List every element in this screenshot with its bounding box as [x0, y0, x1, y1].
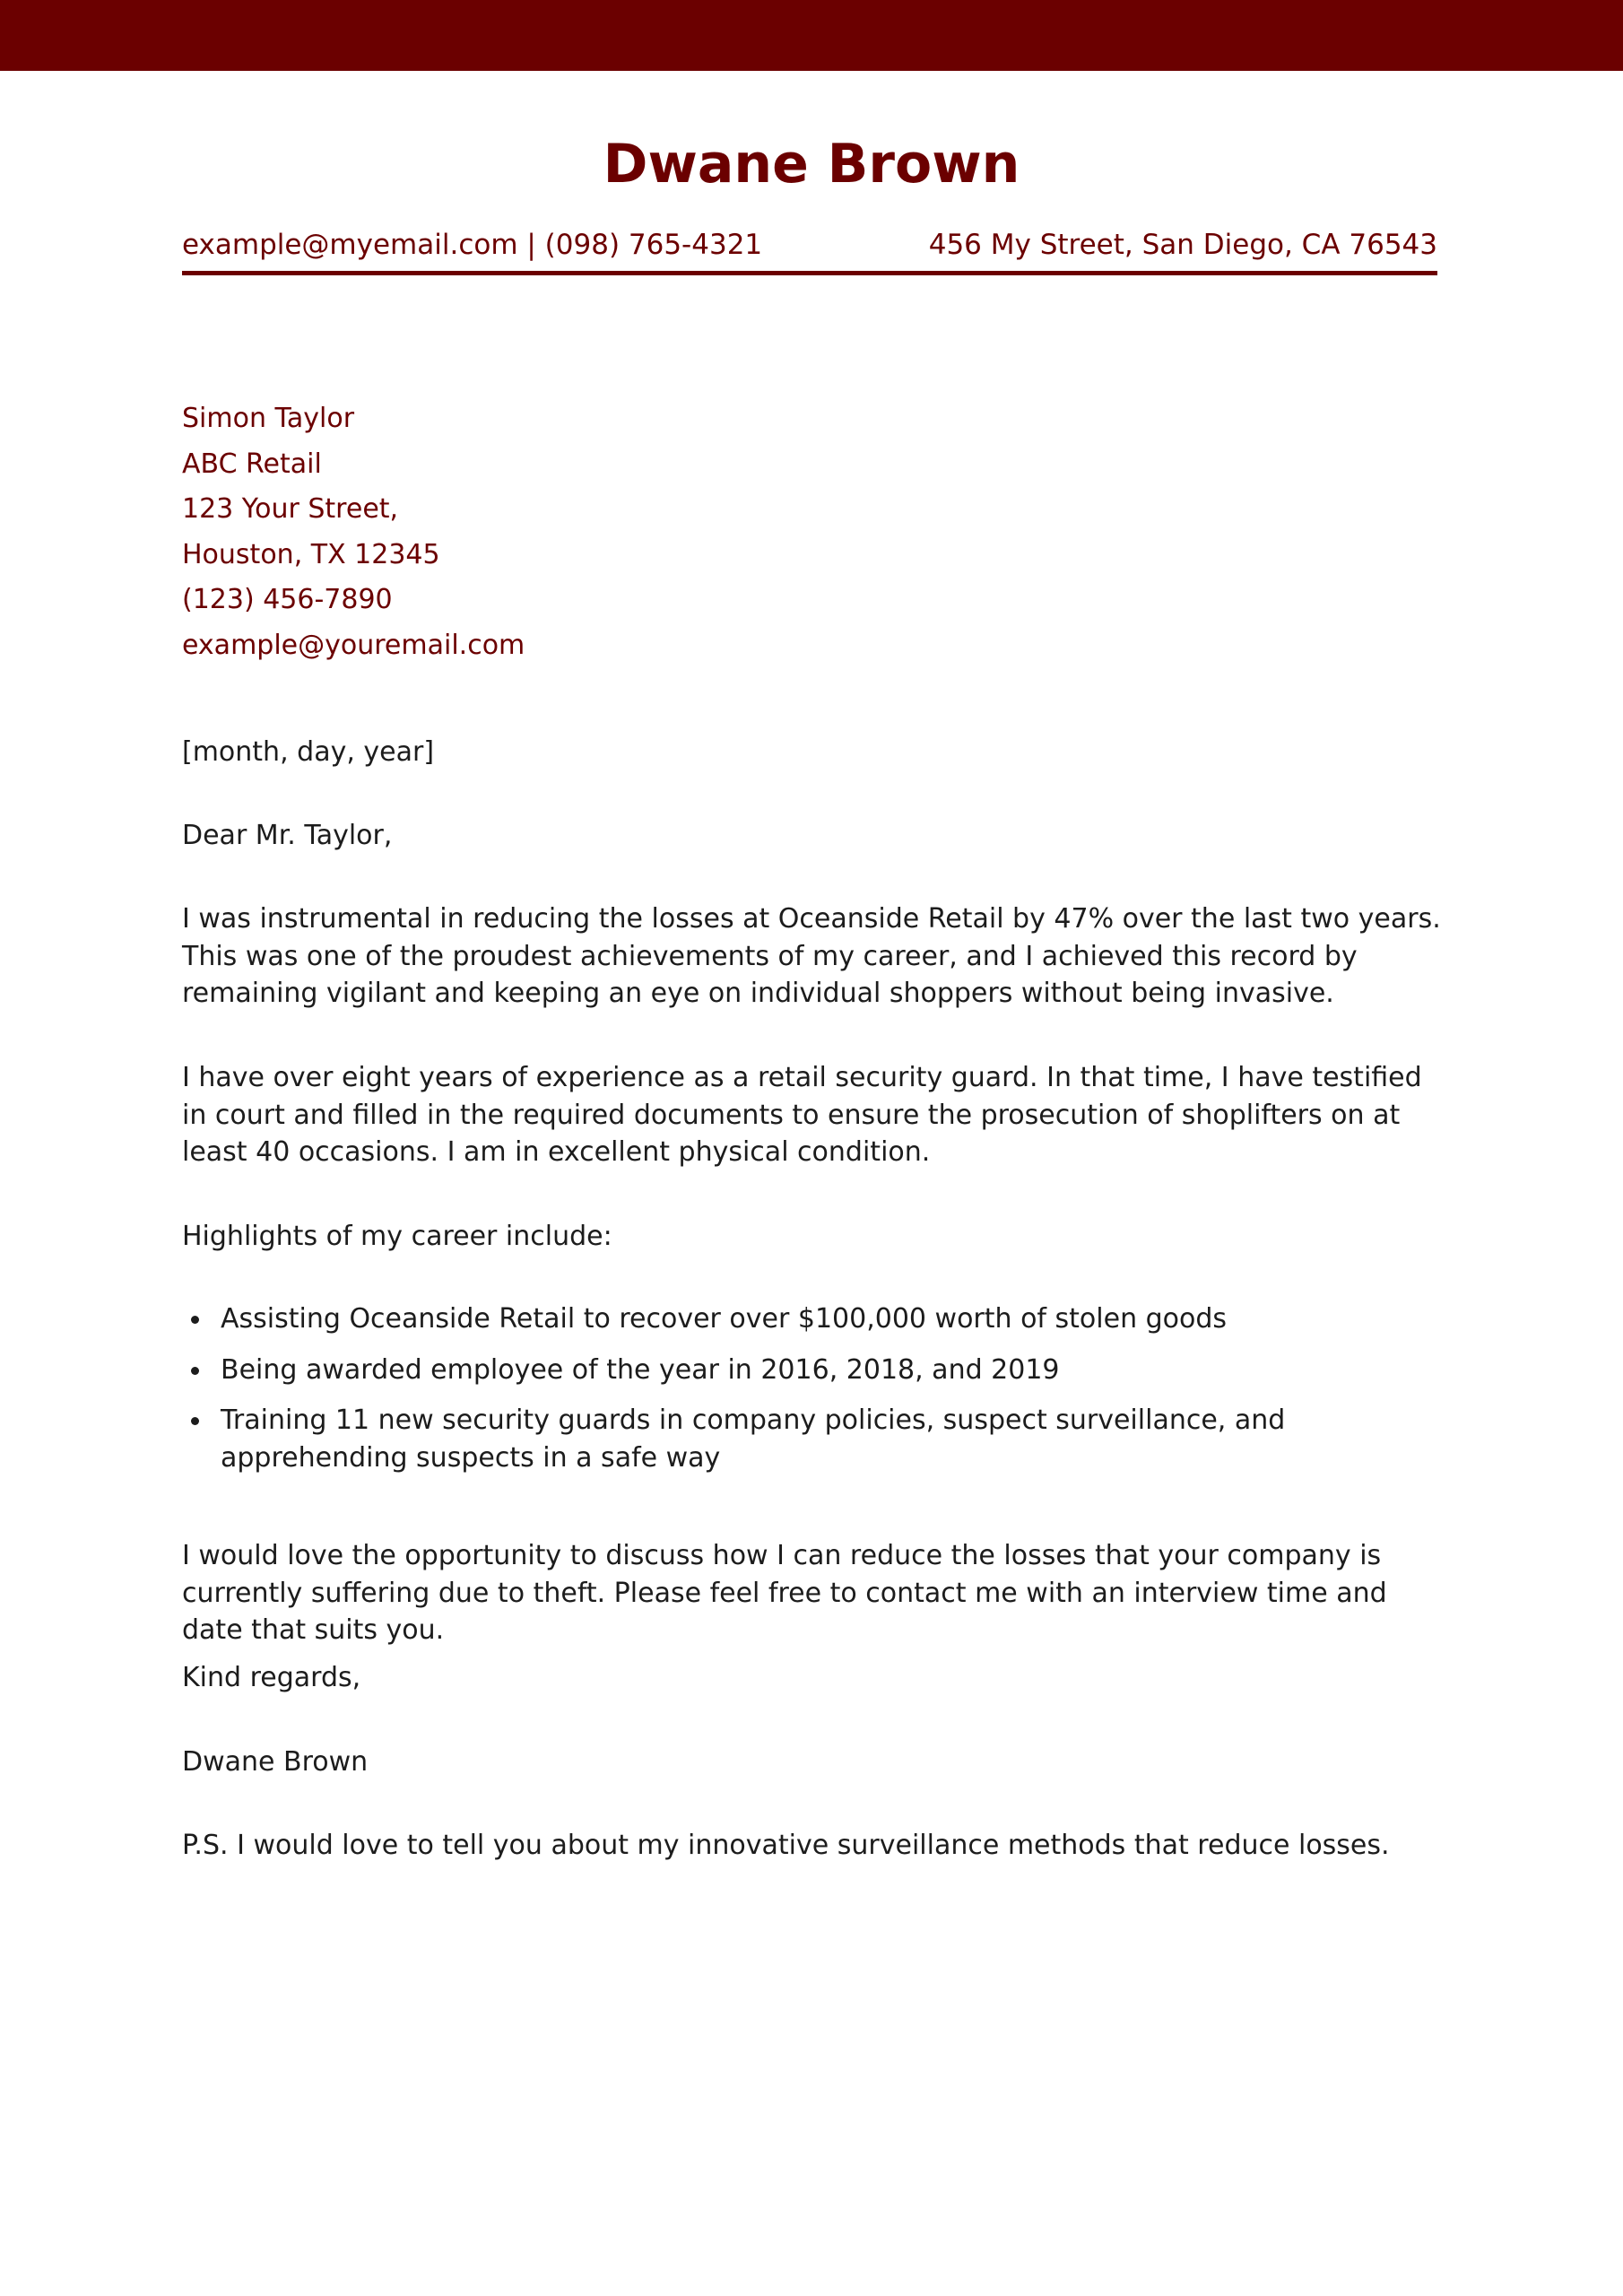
bullet-icon	[191, 1316, 199, 1324]
letter-paragraph-2: I have over eight years of experience as a retail security guard. In that time, I have testified in court and filled in the required documents to ensure the prosecution of shoplifters on at least 40 occasions. I am in excellent physical condition.	[182, 1062, 1422, 1168]
recipient-email: example@youremail.com	[182, 629, 525, 661]
sender-email-phone: example@myemail.com | (098) 765-4321	[182, 229, 763, 261]
list-item-text: Assisting Oceanside Retail to recover over $100,000 worth of stolen goods	[221, 1303, 1228, 1335]
recipient-block	[182, 396, 1437, 669]
list-item	[182, 1300, 1446, 1338]
letter-salutation: Dear Mr. Taylor,	[182, 820, 393, 851]
list-item-text: Training 11 new security guards in company policies, suspect surveillance, and apprehending suspects in a safe way	[221, 1405, 1286, 1474]
recipient-name: Simon Taylor	[182, 403, 355, 434]
letter-closing: Kind regards,	[182, 1662, 361, 1693]
letter-postscript: P.S. I would love to tell you about my innovative surveillance methods that reduce losses.	[182, 1830, 1390, 1861]
bullet-icon	[191, 1417, 199, 1425]
letter-signature: Dwane Brown	[182, 1746, 369, 1778]
recipient-company: ABC Retail	[182, 448, 322, 480]
sender-address: 456 My Street, San Diego, CA 76543	[928, 229, 1437, 261]
letter-date: [month, day, year]	[182, 736, 435, 768]
letter-paragraph-3: I would love the opportunity to discuss how I can reduce the losses that your company is currently suffering due to theft. Please feel free to contact me with an interview time and date that suits you.	[182, 1540, 1387, 1646]
recipient-city: Houston, TX 12345	[182, 538, 440, 570]
list-item	[182, 1402, 1446, 1476]
highlights-list	[182, 1300, 1446, 1490]
header-divider	[182, 271, 1437, 275]
list-item-text: Being awarded employee of the year in 2016, 2018, and 2019	[221, 1353, 1060, 1386]
recipient-phone: (123) 456-7890	[182, 584, 393, 616]
letter-paragraph-1: I was instrumental in reducing the losses at Oceanside Retail by 47% over the last two years. This was one of the proudest achievements of my career, and I achieved this record by remaining vigilant and keeping an eye on individual shoppers without being invasive.	[182, 903, 1441, 1009]
highlights-intro: Highlights of my career include:	[182, 1221, 612, 1252]
header-color-band	[0, 0, 1623, 71]
recipient-street: 123 Your Street,	[182, 493, 399, 526]
bullet-icon	[191, 1367, 199, 1375]
sender-name: Dwane Brown	[603, 133, 1020, 196]
sender-contact-row	[182, 225, 1437, 268]
list-item	[182, 1352, 1446, 1389]
